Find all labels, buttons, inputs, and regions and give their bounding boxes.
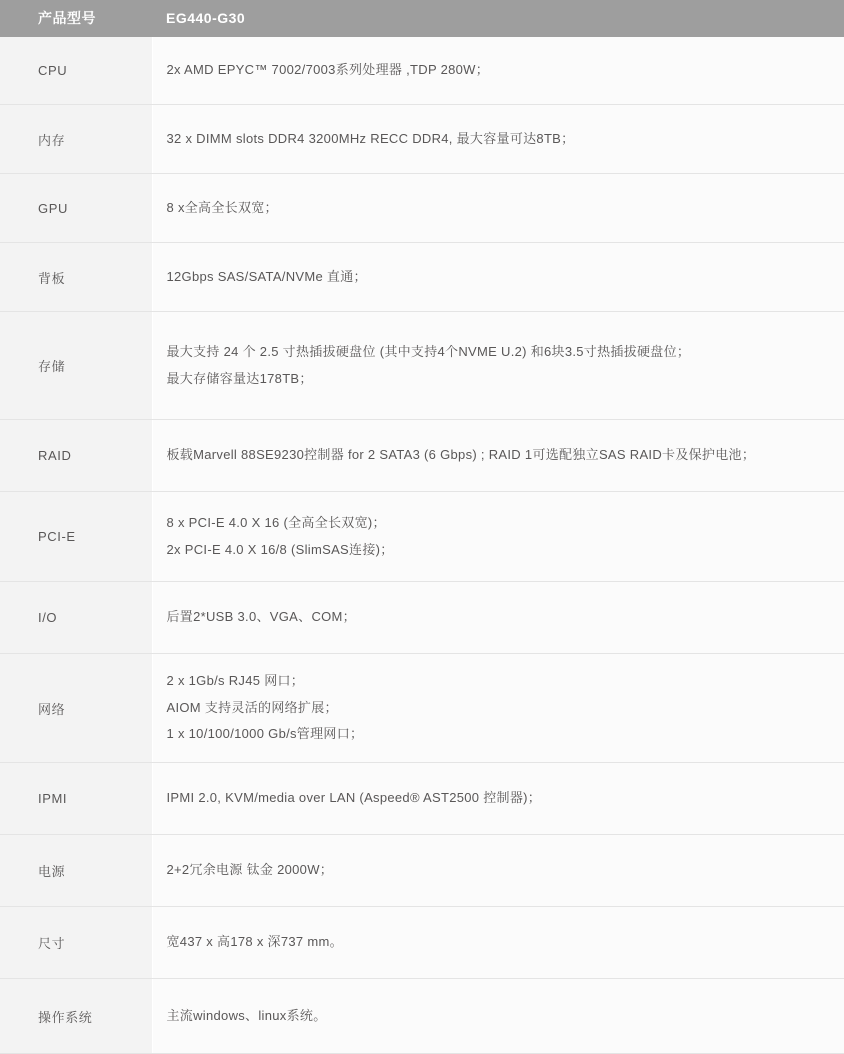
value-line: 板载Marvell 88SE9230控制器 for 2 SATA3 (6 Gbps) ; RAID 1可选配独立SAS RAID卡及保护电池； [166, 447, 756, 463]
value-line: 2x AMD EPYC™ 7002/7003系列处理器 ,TDP 280W； [166, 62, 490, 78]
table-row [0, 835, 844, 907]
table-row [0, 174, 844, 243]
row-value-network [152, 654, 844, 763]
row-label-power: 电源 [0, 835, 152, 907]
row-value-cpu [152, 37, 844, 105]
row-value-gpu [152, 174, 844, 243]
row-label-storage: 存储 [0, 312, 152, 420]
row-value-os [152, 979, 844, 1054]
row-label-network: 网络 [0, 654, 152, 763]
value-line: 2+2冗余电源 钛金 2000W； [166, 862, 334, 878]
row-label-pcie: PCI-E [0, 492, 152, 582]
table-row [0, 492, 844, 582]
row-label-cpu: CPU [0, 37, 152, 105]
table-row [0, 243, 844, 312]
table-row [0, 420, 844, 492]
table-row [0, 654, 844, 763]
value-line: 最大存储容量达178TB； [166, 370, 313, 386]
table-row [0, 105, 844, 174]
value-line: IPMI 2.0, KVM/media over LAN (Aspeed® AST2500 控制器)； [166, 790, 542, 806]
row-value-ipmi [152, 763, 844, 835]
row-label-gpu: GPU [0, 174, 152, 243]
value-line: 1 x 10/100/1000 Gb/s管理网口； [166, 726, 364, 742]
value-line: 8 x全高全长双宽； [166, 199, 278, 215]
row-value-io [152, 582, 844, 654]
value-line: 宽437 x 高178 x 深737 mm。 [166, 934, 343, 950]
row-value-size [152, 907, 844, 979]
table-row [0, 312, 844, 420]
table-row [0, 979, 844, 1054]
header-label-cell: 产品型号 [0, 0, 152, 37]
value-line: AIOM 支持灵活的网络扩展； [166, 699, 338, 715]
value-line: 8 x PCI-E 4.0 X 16 (全高全长双宽)； [166, 514, 386, 530]
value-line: 主流windows、linux系统。 [166, 1007, 327, 1023]
table-row [0, 37, 844, 105]
row-value-pcie [152, 492, 844, 582]
row-label-ipmi: IPMI [0, 763, 152, 835]
table-row [0, 907, 844, 979]
row-label-os: 操作系统 [0, 979, 152, 1054]
spec-table-header-row [0, 0, 844, 37]
row-label-size: 尺寸 [0, 907, 152, 979]
value-line: 后置2*USB 3.0、VGA、COM； [166, 609, 356, 625]
value-line: 最大支持 24 个 2.5 寸热插拔硬盘位 (其中支持4个NVME U.2) 和6块3.5寸热插拔硬盘位； [166, 343, 691, 359]
row-value-backplane [152, 243, 844, 312]
table-row [0, 763, 844, 835]
row-value-storage [152, 312, 844, 420]
row-value-power [152, 835, 844, 907]
table-row [0, 582, 844, 654]
value-line: 2 x 1Gb/s RJ45 网口； [166, 672, 305, 688]
row-label-io: I/O [0, 582, 152, 654]
header-model-cell: EG440-G30 [152, 0, 844, 37]
value-line: 12Gbps SAS/SATA/NVMe 直通； [166, 268, 367, 284]
row-label-raid: RAID [0, 420, 152, 492]
row-label-memory: 内存 [0, 105, 152, 174]
row-value-raid [152, 420, 844, 492]
value-line: 32 x DIMM slots DDR4 3200MHz RECC DDR4, 最大容量可达8TB； [166, 130, 575, 146]
value-line: 2x PCI-E 4.0 X 16/8 (SlimSAS连接)； [166, 541, 394, 557]
row-label-backplane: 背板 [0, 243, 152, 312]
row-value-memory [152, 105, 844, 174]
